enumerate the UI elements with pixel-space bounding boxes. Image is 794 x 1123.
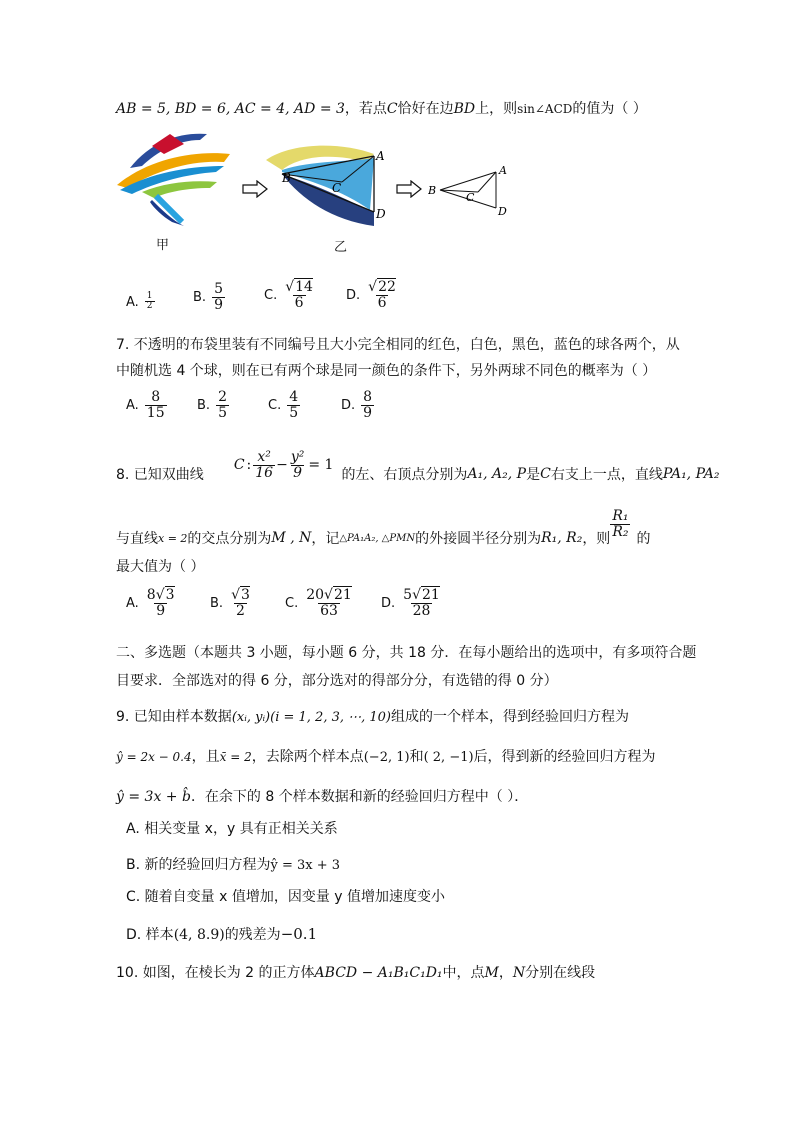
q9-option-d[interactable]: D. 样本(4, 8.9)的残差为−0.1: [126, 925, 318, 943]
q6-figure-triangle: [428, 160, 518, 220]
q6-option-a[interactable]: A. $\frac{1}{2}$: [126, 291, 153, 312]
q7-stem-line1: 7. 不透明的布袋里装有不同编号且大小完全相同的红色，白色，黑色，蓝色的球各两个，从: [116, 337, 680, 353]
q9-stem-line1: 9. 已知由样本数据(xᵢ, yᵢ)(i = 1, 2, 3, ⋯, 10)组成的一个样本，得到经验回归方程为: [116, 709, 629, 725]
q9-stem-line2: ŷ = 2x − 0.4，且x̄ = 2，去除两个样本点(−2, 1)和( 2, −1)后，得到新的经验回归方程为: [116, 749, 656, 765]
q6-figure-jia-label: 甲: [156, 238, 170, 253]
q9-option-a[interactable]: A. 相关变量 x，y 具有正相关关系: [126, 821, 338, 837]
q6-figure-yi-label: 乙: [334, 240, 348, 255]
q7-option-a[interactable]: A. $\frac{8}{15}$: [126, 389, 165, 421]
svg-text:A: A: [499, 164, 507, 177]
q9-stem-line3: ŷ = 3x + b̂．在余下的 8 个样本数据和新的经验回归方程中（ ）．: [116, 789, 529, 805]
q7-stem-line2: 中随机选 4 个球，则在已有两个球是同一颜色的条件下，另外两球不同色的概率为（ ）: [116, 363, 657, 379]
yi-label-B: B: [282, 171, 291, 185]
q6-option-d[interactable]: D. $\frac{√22}{6}$: [346, 279, 396, 311]
q9-option-b[interactable]: B. 新的经验回归方程为ŷ = 3x + 3: [126, 857, 341, 873]
q6-given-lengths: AB = 5, BD = 6, AC = 4, AD = 3: [116, 101, 345, 117]
q6-figure-jia-logo: [112, 130, 237, 230]
q8-stem-line1: 8. 已知双曲线 C : x² 16 − $\frac{\text{y²}}{9}$ = 1 的左、右顶点分别为 A₁, A₂, P 是 C 右支上一点，直线 PA₁, PA₂: [116, 448, 720, 483]
svg-text:C: C: [466, 191, 475, 204]
q8-option-d[interactable]: D. $\frac{5√21}{28}$: [381, 587, 440, 619]
q7-option-c[interactable]: C. $\frac{4}{5}$: [268, 389, 299, 421]
yi-label-A: A: [376, 149, 385, 163]
q7-option-d[interactable]: D. $\frac{8}{9}$: [341, 389, 373, 421]
q6-arrow-right-icon-2: [396, 180, 422, 198]
section2-heading-line1: 二、多选题（本题共 3 小题，每小题 6 分，共 18 分．在每小题给出的选项中，有多项符合题: [116, 645, 697, 661]
q6-figure-yi: [262, 140, 397, 232]
yi-label-C: C: [332, 181, 342, 195]
q8-option-a[interactable]: A. $\frac{8√3}{9}$: [126, 587, 175, 619]
q6-option-b[interactable]: B. $\frac{5}{9}$: [193, 281, 223, 313]
q8-stem-line3: 最大值为（ ）: [116, 559, 205, 575]
q10-stem-line1: 10. 如图，在棱长为 2 的正方体ABCD − A₁B₁C₁D₁中，点M，N分别在线段: [116, 965, 596, 981]
q9-option-c[interactable]: C. 随着自变量 x 值增加，因变量 y 值增加速度变小: [126, 889, 446, 905]
svg-text:D: D: [498, 205, 507, 218]
q8-option-c[interactable]: C. $\frac{20√21}{63}$: [285, 587, 352, 619]
svg-text:B: B: [428, 184, 437, 197]
q8-option-b[interactable]: B. $\frac{√3}{2}$: [210, 587, 250, 619]
q8-stem-line2: 与直线 x = 2 的交点分别为 M , N ，记 △PA₁A₂, △PMN 的外接圆半径分别为 R₁, R₂ ，则 R₁ R₂ 的: [116, 507, 651, 547]
yi-label-D: D: [376, 207, 386, 221]
section2-heading-line2: 目要求．全部选对的得 6 分，部分选对的得部分分，有选错的得 0 分）: [116, 673, 558, 689]
q6-stem: AB = 5, BD = 6, AC = 4, AD = 3，若点C恰好在边BD上，则sin∠ACD的值为（ ）: [116, 101, 647, 117]
q6-option-c[interactable]: C. $\frac{√14}{6}$: [264, 279, 313, 311]
q7-option-b[interactable]: B. $\frac{2}{5}$: [197, 389, 227, 421]
